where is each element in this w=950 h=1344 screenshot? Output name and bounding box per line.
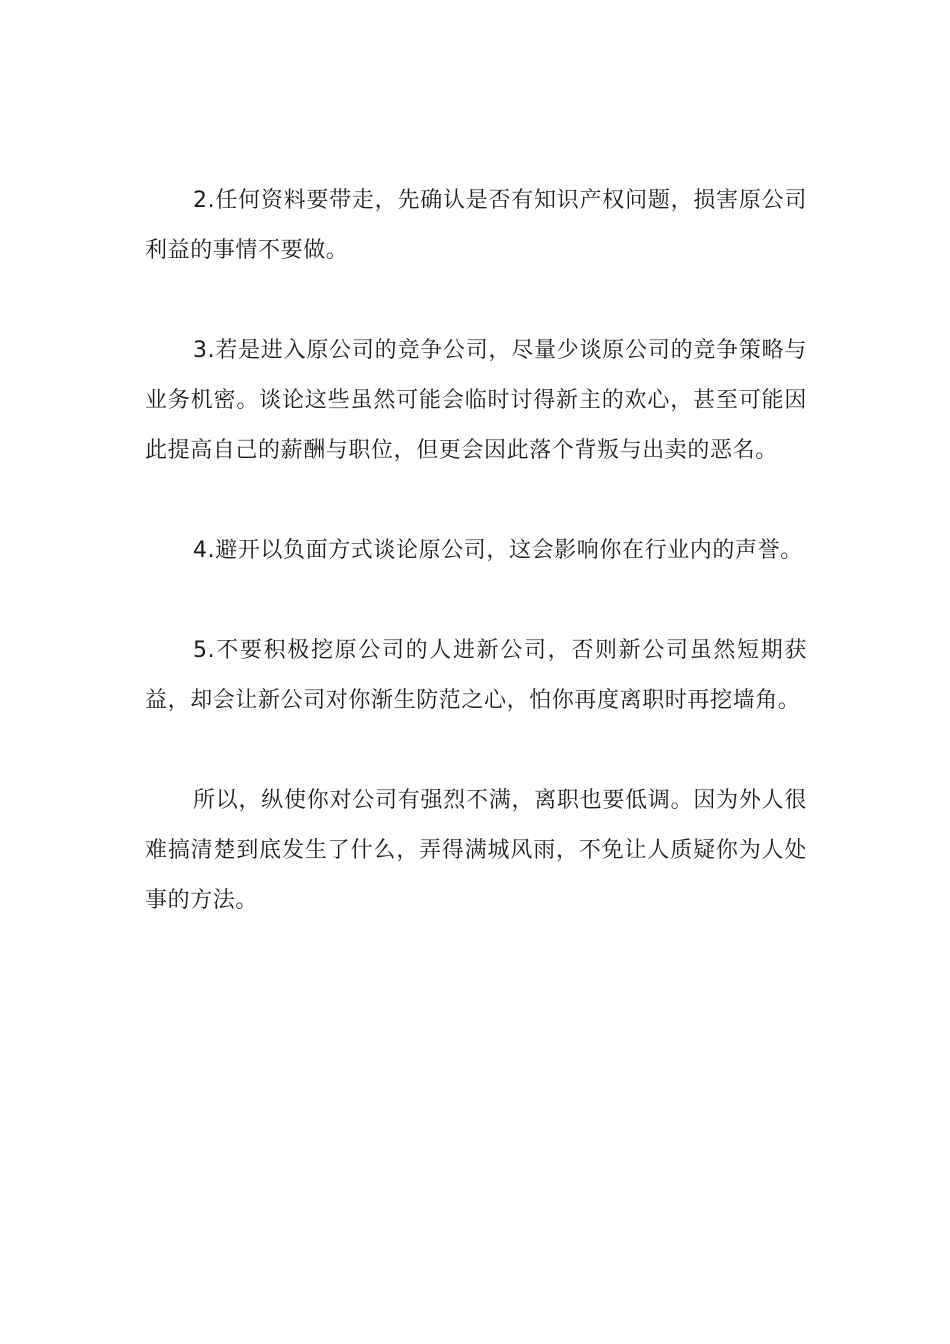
paragraph-tip-4: 4.避开以负面方式谈论原公司，这会影响你在行业内的声誉。 (193, 538, 803, 563)
paragraph-tip-5: 5.不要积极挖原公司的人进新公司，否则新公司虽然短期获益，却会让新公司对你渐生防范之心，怕你再度离职时再挖墙角。 (145, 638, 807, 713)
paragraph-conclusion: 所以，纵使你对公司有强烈不满，离职也要低调。因为外人很难搞清楚到底发生了什么，弄得满城风雨，不免让人质疑你为人处事的方法。 (145, 788, 807, 913)
paragraph-tip-2: 2.任何资料要带走，先确认是否有知识产权问题，损害原公司利益的事情不要做。 (145, 188, 807, 263)
paragraph-tip-3: 3.若是进入原公司的竞争公司，尽量少谈原公司的竞争策略与业务机密。谈论这些虽然可能会临时讨得新主的欢心，甚至可能因此提高自己的薪酬与职位，但更会因此落个背叛与出卖的恶名。 (145, 338, 807, 463)
document-body (145, 176, 807, 976)
